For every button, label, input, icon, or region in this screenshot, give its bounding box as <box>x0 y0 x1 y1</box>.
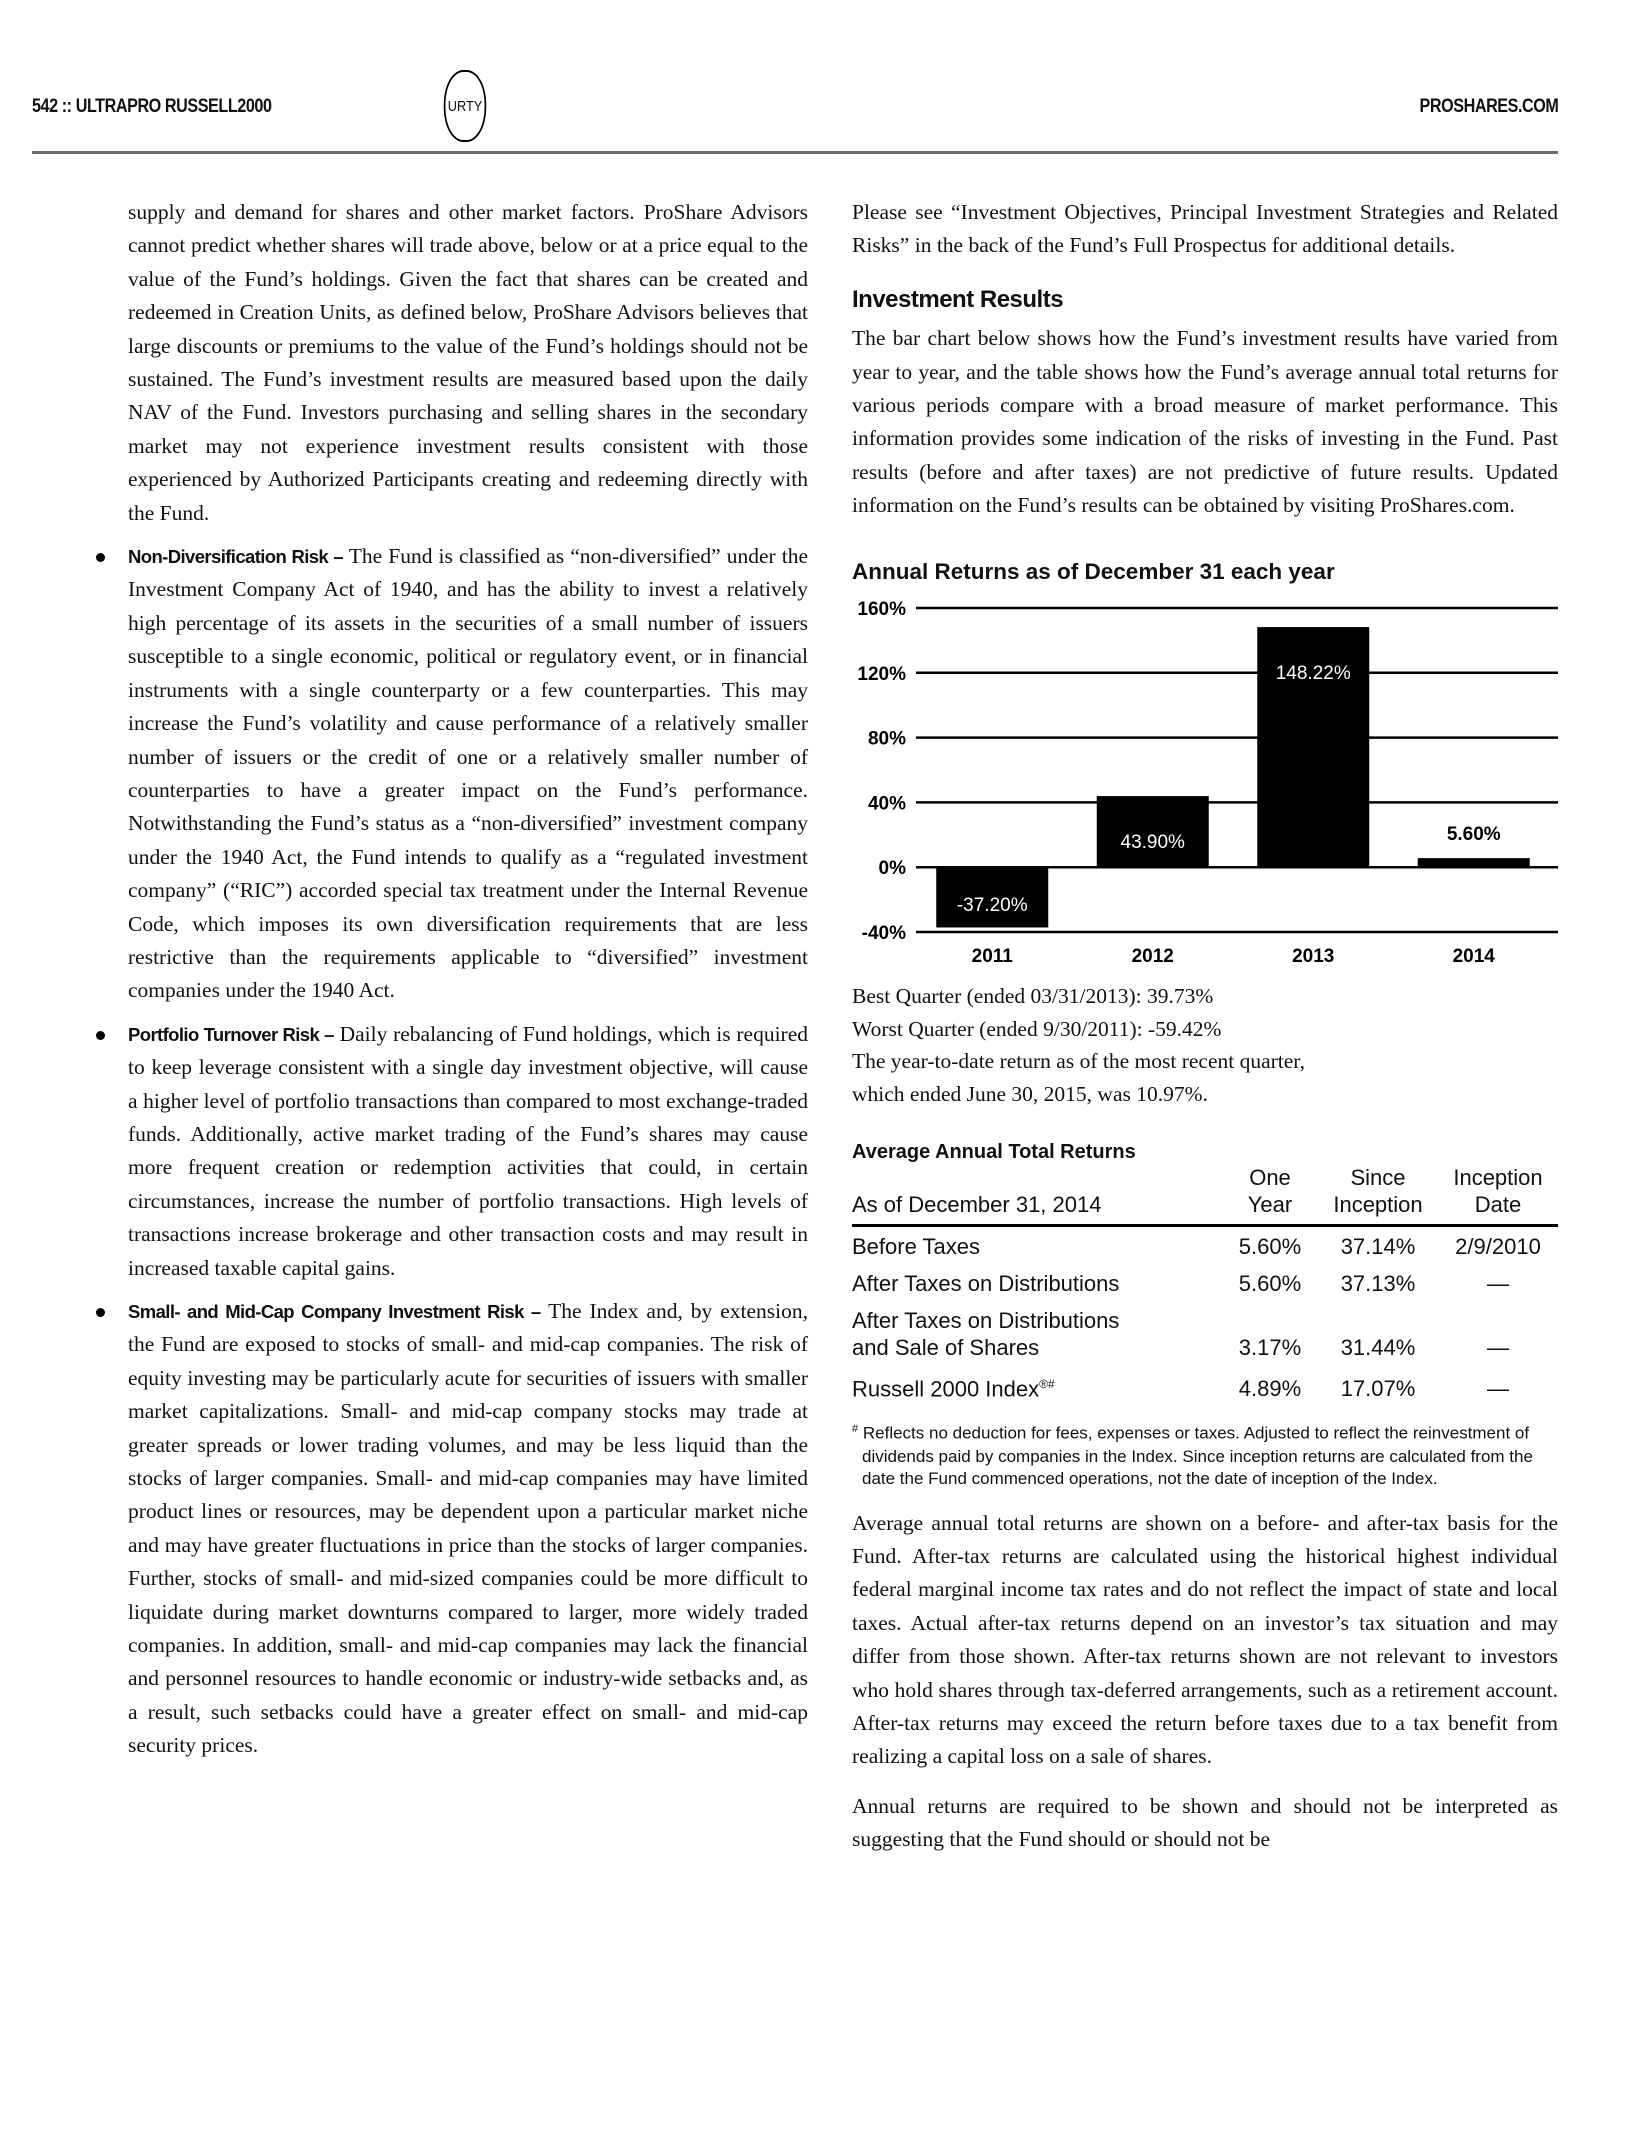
page-header <box>32 70 1558 150</box>
x-tick-label: 2012 <box>1131 946 1174 968</box>
row-label: After Taxes on Distributions <box>852 1271 1120 1297</box>
since-inception-value: 31.44% <box>1340 1335 1416 1361</box>
x-tick-label: 2013 <box>1292 946 1335 968</box>
returns-table-title: Average Annual Total Returns <box>852 1141 1136 1164</box>
one-year-value: 5.60% <box>1238 1271 1302 1297</box>
table-row <box>852 1301 1558 1365</box>
data-label: 148.22% <box>1275 663 1351 685</box>
one-year-value: 5.60% <box>1238 1234 1302 1260</box>
left-column <box>128 196 808 1763</box>
footnote-marker: ®# <box>1039 1377 1055 1392</box>
right-column <box>852 196 1558 1857</box>
row-label: After Taxes on Distributions and Sale of Shares <box>852 1308 1120 1361</box>
risk-item-small-mid-cap <box>128 1295 808 1763</box>
y-tick-label: 160% <box>857 599 906 621</box>
data-label: 43.90% <box>1120 832 1185 854</box>
risk-title: Non-Diversification Risk – <box>128 546 344 568</box>
risk-text: The Index and, by extension, the Fund are exposed to stocks of small- and mid-cap companies. The risk of equity investing may be particularly acute for securities of issuers with smaller market capitalizations. Small- and mid-cap company stocks may trade at greater spreads or lower trading volumes, and may be less liquid than the stocks of larger companies. Small- and mid-cap companies may have limited product lines or resources, may be dependent upon a particular market niche and may have greater fluctuations in price than the stocks of larger companies. Further, stocks of small- and mid-sized companies could be more difficult to liquidate during market downturns compared to larger, more widely traded companies. In addition, small- and mid-cap companies may lack the financial and personnel resources to handle economic or industry-wide setbacks and, as a result, such setbacks could have a greater effect on small- and mid-cap security prices. <box>128 1299 808 1758</box>
inception-date-value: — <box>1487 1335 1509 1361</box>
since-inception-value: 37.13% <box>1340 1271 1416 1297</box>
risk-title: Small- and Mid-Cap Company Investment Risk – <box>128 1301 541 1322</box>
intro-paragraph: supply and demand for shares and other market factors. ProShare Advisors cannot predict whether shares will trade above, below or at a price equal to the value of the Fund’s holdings. Given the fact that shares can be created and redeemed in Creation Units, as defined below, ProShare Advisors believes that large discounts or premiums to the value of the Fund’s holdings should not be sustained. The Fund’s investment results are measured based upon the daily NAV of the Fund. Investors purchasing and selling shares in the secondary market may not experience investment results consistent with those experienced by Authorized Participants creating and redeeming directly with the Fund. <box>128 200 808 525</box>
prospectus-reference: Please see “Investment Objectives, Principal Investment Strategies and Related Risks” in the back of the Fund’s Full Prospectus for additional details. <box>852 200 1558 258</box>
y-tick-label: 80% <box>867 728 906 750</box>
section-heading-investment-results: Investment Results <box>852 285 1064 313</box>
inception-date-value: — <box>1487 1376 1509 1402</box>
table-row <box>852 1365 1558 1406</box>
bullet-icon <box>96 1308 105 1317</box>
bar-chart-svg <box>852 588 1558 968</box>
returns-table <box>852 1164 1558 1406</box>
ytd-return-line1: The year-to-date return as of the most recent quarter, <box>852 1049 1305 1074</box>
one-year-value: 4.89% <box>1238 1376 1302 1402</box>
ytd-return-line2: which ended June 30, 2015, was 10.97%. <box>852 1081 1208 1106</box>
best-quarter: Best Quarter (ended 03/31/2013): 39.73% <box>852 984 1214 1009</box>
inception-date-value: 2/9/2010 <box>1455 1234 1541 1260</box>
ticker-badge <box>444 70 487 142</box>
header-inception-date: Inception Date <box>1438 1164 1558 1226</box>
row-label: Russell 2000 Index®# <box>852 1376 1055 1402</box>
since-inception-value: 17.07% <box>1340 1376 1416 1402</box>
header-as-of: As of December 31, 2014 <box>852 1164 1222 1226</box>
bullet-icon <box>96 553 105 562</box>
table-row <box>852 1264 1558 1301</box>
risk-item-portfolio-turnover <box>128 1018 808 1285</box>
x-tick-label: 2011 <box>971 946 1013 968</box>
quarter-summary <box>852 980 1558 1110</box>
table-footnote <box>852 1418 1558 1490</box>
x-tick-label: 2014 <box>1452 946 1495 968</box>
table-header-row <box>852 1164 1558 1226</box>
risk-item-non-diversification <box>128 540 808 1008</box>
risk-title: Portfolio Turnover Risk – <box>128 1023 334 1045</box>
inception-date-value: — <box>1487 1271 1509 1297</box>
page-title: 542 :: ULTRAPRO RUSSELL2000 <box>32 96 272 117</box>
ticker-label: URTY <box>447 97 483 115</box>
data-label: 5.60% <box>1446 824 1501 846</box>
footnote-text: Reflects no deduction for fees, expenses or taxes. Adjusted to reflect the reinvestment of dividends paid by companies in the Index. Since inception returns are calculated from the date the Fund commenced operations, not the date of inception of the Index. <box>862 1424 1533 1489</box>
annual-returns-chart <box>852 588 1558 968</box>
bar <box>1418 858 1530 867</box>
row-label: Before Taxes <box>852 1234 981 1260</box>
one-year-value: 3.17% <box>1238 1335 1302 1361</box>
y-tick-label: -40% <box>861 923 906 945</box>
header-divider <box>32 151 1558 154</box>
risk-text: Daily rebalancing of Fund holdings, which is required to keep leverage consistent with a single day investment objective, will cause a higher level of portfolio transactions than compared to most exchange-traded funds. Additionally, active market trading of the Fund’s shares may cause more frequent creation or redemption activities that could, in certain circumstances, increase the number of portfolio transactions. High levels of transactions increase brokerage and other transaction costs and may result in increased taxable capital gains. <box>128 1021 808 1280</box>
risk-text: The Fund is classified as “non-diversified” under the Investment Company Act of 1940, and has the ability to invest a relatively high percentage of its assets in the securities of a small number of issuers susceptible to a single economic, political or regulatory event, or in financial instruments with a single counterparty or a few counterparties. This may increase the Fund’s volatility and cause performance of a relatively smaller number of issuers or the credit of one or a relatively smaller number of counterparties to have a greater impact on the Fund’s performance. Notwithstanding the Fund’s status as a “non-diversified” investment company under the 1940 Act, the Fund intends to qualify as a “regulated investment company” (“RIC”) accorded special tax treatment under the Internal Revenue Code, which imposes its own diversification requirements that are less restrictive than the requirements applicable to “diversified” investment companies under the 1940 Act. <box>128 544 808 1003</box>
site-link[interactable]: PROSHARES.COM <box>1419 96 1558 117</box>
bullet-icon <box>96 1031 105 1040</box>
header-since-inception: Since Inception <box>1318 1164 1438 1226</box>
data-label: -37.20% <box>956 895 1028 917</box>
worst-quarter: Worst Quarter (ended 9/30/2011): -59.42% <box>852 1016 1222 1041</box>
investment-results-paragraph: The bar chart below shows how the Fund’s investment results have varied from year to year, and the table shows how the Fund’s average annual total returns for various periods compare with a broad measure of market performance. This information provides some indication of the risks of investing in the Fund. Past results (before and after taxes) are not predictive of future results. Updated information on the Fund’s results can be obtained by visiting ProShares.com. <box>852 326 1558 518</box>
closing-paragraph: Annual returns are required to be shown and should not be interpreted as suggesting that the Fund should or should not be <box>852 1793 1558 1852</box>
y-tick-label: 120% <box>857 663 906 685</box>
y-tick-label: 0% <box>878 858 906 880</box>
after-tax-paragraph: Average annual total returns are shown on a before- and after-tax basis for the Fund. After-tax returns are calculated using the historical highest individual federal marginal income tax rates and do not reflect the impact of state and local taxes. Actual after-tax returns depend on an investor’s tax situation and may differ from those shown. After-tax returns shown are not relevant to investors who hold shares through tax-deferred arrangements, such as a retirement account. After-tax returns may exceed the return before taxes due to a tax benefit from realizing a capital loss on a sale of shares. <box>852 1510 1558 1769</box>
header-one-year: One Year <box>1222 1164 1318 1226</box>
chart-title: Annual Returns as of December 31 each year <box>852 558 1335 584</box>
since-inception-value: 37.14% <box>1340 1234 1416 1260</box>
footnote-mark: # <box>852 1423 859 1436</box>
table-row <box>852 1226 1558 1265</box>
y-tick-label: 40% <box>867 793 906 815</box>
